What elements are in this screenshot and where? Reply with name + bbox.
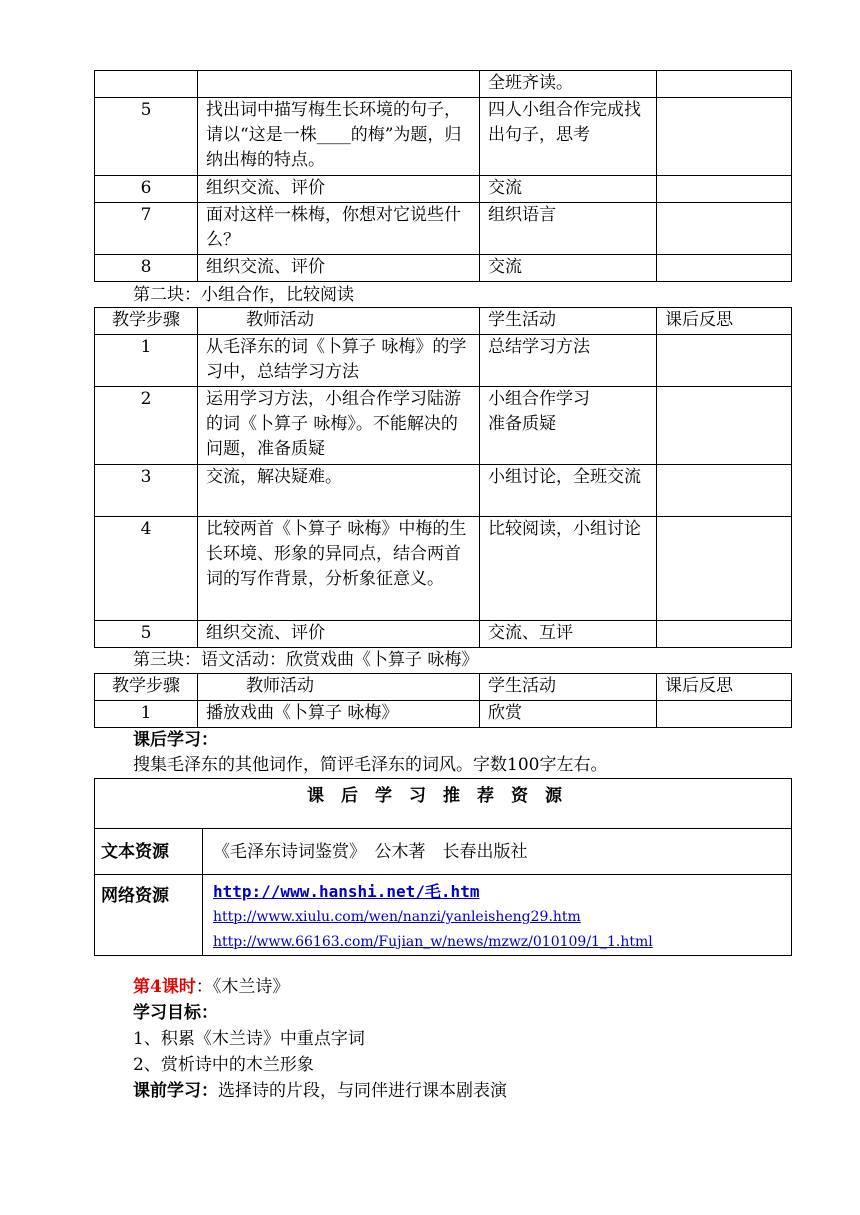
teacher-cell: 组织交流、评价 [198, 621, 480, 648]
teacher-cell: 交流，解决疑难。 [198, 465, 480, 517]
lesson4-label: 第4课时 [133, 977, 196, 997]
net-resource-label: 网络资源 [95, 875, 203, 956]
reflect-cell [657, 203, 792, 255]
table-row [95, 621, 792, 648]
student-cell: 总结学习方法 [480, 335, 657, 387]
lesson-table-part3 [94, 673, 792, 728]
header-reflect: 课后反思 [657, 674, 792, 701]
reflect-cell [657, 71, 792, 98]
table-header-row [95, 308, 792, 335]
teacher-cell: 比较两首《卜算子 咏梅》中梅的生长环境、形象的异同点，结合两首词的写作背景，分析象征意义。 [198, 517, 480, 621]
resources-net-row [95, 875, 792, 956]
goal-item: 1、积累《木兰诗》中重点字词 [133, 1029, 365, 1049]
teacher-cell: 组织交流、评价 [198, 176, 480, 203]
teacher-cell: 面对这样一株梅，你想对它说些什么？ [198, 203, 480, 255]
reflect-cell [657, 517, 792, 621]
resource-link[interactable]: http://www.66163.com/Fujian_w/news/mzwz/010109/1_1.html [213, 934, 653, 950]
pre-class-text: 选择诗的片段，与同伴进行课本剧表演 [218, 1081, 507, 1101]
text-resource-value: 《毛泽东诗词鉴赏》 公木著 长春出版社 [203, 829, 792, 875]
step-cell: 1 [95, 701, 198, 728]
teacher-cell: 找出词中描写梅生长环境的句子，请以“这是一株____的梅”为题，归纳出梅的特点。 [198, 98, 480, 176]
teacher-cell: 运用学习方法，小组合作学习陆游的词《卜算子 咏梅》。不能解决的问题，准备质疑 [198, 387, 480, 465]
pre-class [133, 1079, 507, 1104]
reflect-cell [657, 701, 792, 728]
step-cell: 5 [95, 98, 198, 176]
section3-heading: 第三块：语文活动：欣赏戏曲《卜算子 咏梅》 [133, 650, 479, 670]
student-cell: 交流 [480, 176, 657, 203]
reflect-cell [657, 335, 792, 387]
step-cell: 7 [95, 203, 198, 255]
step-cell: 6 [95, 176, 198, 203]
step-cell: 5 [95, 621, 198, 648]
table-row [95, 203, 792, 255]
student-cell: 交流 [480, 255, 657, 282]
goals-title: 学习目标： [133, 1003, 218, 1023]
resource-link[interactable]: http://www.xiulu.com/wen/nanzi/yanleisheng29.htm [213, 909, 581, 925]
pre-class-label: 课前学习： [133, 1081, 218, 1101]
header-student: 学生活动 [480, 308, 657, 335]
reflect-cell [657, 255, 792, 282]
after-class-title: 课后学习： [133, 730, 218, 750]
step-cell: 4 [95, 517, 198, 621]
table-row [95, 701, 792, 728]
lesson4-title: ：《木兰诗》 [195, 977, 290, 997]
resources-text-row [95, 829, 792, 875]
reflect-cell [657, 465, 792, 517]
student-cell: 交流、互评 [480, 621, 657, 648]
table-row [95, 465, 792, 517]
reflect-cell [657, 387, 792, 465]
section2-heading: 第二块：小组合作，比较阅读 [133, 285, 354, 305]
step-cell: 8 [95, 255, 198, 282]
table-header-row [95, 674, 792, 701]
student-cell: 小组合作学习 准备质疑 [480, 387, 657, 465]
table-row [95, 176, 792, 203]
student-cell: 小组讨论，全班交流 [480, 465, 657, 517]
header-student: 学生活动 [480, 674, 657, 701]
table-row [95, 71, 792, 98]
step-cell [95, 71, 198, 98]
table-row [95, 387, 792, 465]
net-resource-links [203, 875, 792, 956]
teacher-cell [198, 71, 480, 98]
resources-table [94, 778, 792, 956]
table-row [95, 335, 792, 387]
header-step: 教学步骤 [95, 674, 198, 701]
table-row [95, 98, 792, 176]
lesson-table-part1 [94, 70, 792, 282]
step-cell: 1 [95, 335, 198, 387]
lesson-table-part2 [94, 307, 792, 648]
student-cell: 比较阅读，小组讨论 [480, 517, 657, 621]
teacher-cell: 组织交流、评价 [198, 255, 480, 282]
reflect-cell [657, 176, 792, 203]
teacher-cell: 播放戏曲《卜算子 咏梅》 [198, 701, 480, 728]
student-cell: 欣赏 [480, 701, 657, 728]
student-cell: 四人小组合作完成找出句子，思考 [480, 98, 657, 176]
lesson4-heading [133, 975, 289, 1000]
text-resource-label: 文本资源 [95, 829, 203, 875]
student-cell: 全班齐读。 [480, 71, 657, 98]
header-reflect: 课后反思 [657, 308, 792, 335]
header-teacher: 教师活动 [198, 674, 480, 701]
resources-title-row [95, 779, 792, 829]
goal-item: 2、赏析诗中的木兰形象 [133, 1055, 314, 1075]
step-cell: 2 [95, 387, 198, 465]
student-cell: 组织语言 [480, 203, 657, 255]
header-step: 教学步骤 [95, 308, 198, 335]
teacher-cell: 从毛泽东的词《卜算子 咏梅》的学习中，总结学习方法 [198, 335, 480, 387]
header-teacher: 教师活动 [198, 308, 480, 335]
step-cell: 3 [95, 465, 198, 517]
reflect-cell [657, 98, 792, 176]
reflect-cell [657, 621, 792, 648]
resource-link[interactable]: http://www.hanshi.net/毛.htm [213, 882, 480, 901]
resources-title: 课后学习推荐资源 [95, 779, 792, 829]
table-row [95, 255, 792, 282]
after-class-text: 搜集毛泽东的其他词作，简评毛泽东的词风。字数100字左右。 [133, 755, 608, 775]
table-row [95, 517, 792, 621]
